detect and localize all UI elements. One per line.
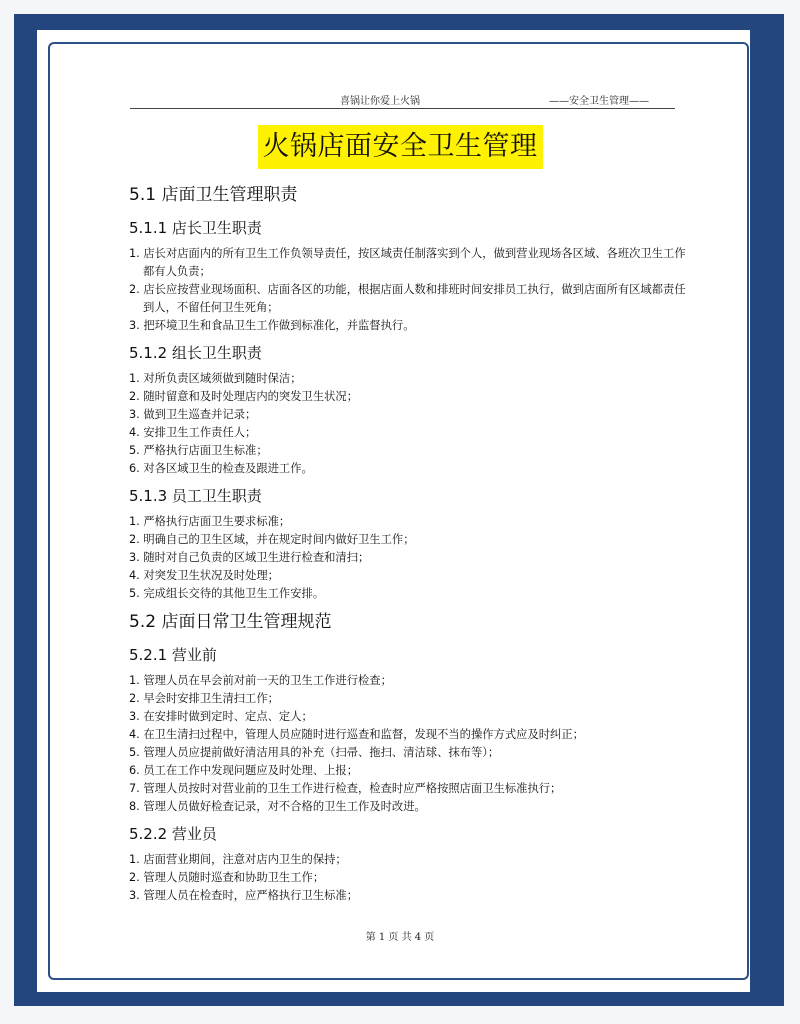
list-item: 1. 对所负责区域须做到随时保洁； (129, 372, 302, 385)
list-item: 3. 随时对自己负责的区域卫生进行检查和清扫； (129, 551, 370, 564)
list-item: 3. 把环境卫生和食品卫生工作做到标准化，并监督执行。 (129, 319, 415, 332)
list-item: 1. 严格执行店面卫生要求标准； (129, 515, 291, 528)
subsection-heading: 5.1.2 组长卫生职责 (129, 344, 262, 362)
subsection-heading: 5.1.3 员工卫生职责 (129, 487, 262, 505)
document-title: 火锅店面安全卫生管理 (258, 125, 543, 169)
list-item: 1. 店长对店面内的所有卫生工作负领导责任，按区域责任制落实到个人，做到营业现场各区域、各班次卫生工作都有人负责； (129, 247, 686, 278)
document-body (129, 182, 689, 911)
list-item: 2. 店长应按营业现场面积、店面各区的功能，根据店面人数和排班时间安排员工执行，做到店面所有区域都责任到人，不留任何卫生死角； (129, 283, 686, 314)
list-item: 6. 对各区域卫生的检查及跟进工作。 (129, 462, 313, 475)
page-header (130, 92, 675, 109)
page-footer: 第 1 页 共 4 页 (365, 932, 435, 943)
list-item: 5. 严格执行店面卫生标准； (129, 444, 268, 457)
subsection-heading: 5.2.2 营业员 (129, 825, 217, 843)
list-item: 3. 管理人员在检查时，应严格执行卫生标准； (129, 889, 359, 902)
list-item: 4. 安排卫生工作责任人； (129, 426, 257, 439)
header-left-text: 喜锅让你爱上火锅 (340, 96, 420, 107)
duty-list (129, 370, 689, 478)
list-item: 3. 做到卫生巡查并记录； (129, 408, 257, 421)
list-item: 2. 随时留意和及时处理店内的突发卫生状况； (129, 390, 359, 403)
header-right-text: ——安全卫生管理—— (549, 96, 649, 107)
list-item: 5. 完成组长交待的其他卫生工作安排。 (129, 587, 325, 600)
list-item: 3. 在安排时做到定时、定点、定人； (129, 710, 313, 723)
list-item: 1. 管理人员在早会前对前一天的卫生工作进行检查； (129, 674, 392, 687)
rule-list (129, 672, 689, 816)
duty-list (129, 513, 689, 603)
list-item: 1. 店面营业期间，注意对店内卫生的保持； (129, 853, 347, 866)
list-item: 4. 在卫生清扫过程中，管理人员应随时进行巡查和监督，发现不当的操作方式应及时纠正； (129, 728, 584, 741)
section-heading: 5.2 店面日常卫生管理规范 (129, 612, 332, 632)
list-item: 7. 管理人员按时对营业前的卫生工作进行检查，检查时应严格按照店面卫生标准执行； (129, 782, 562, 795)
list-item: 6. 员工在工作中发现问题应及时处理、上报； (129, 764, 359, 777)
title-wrap (0, 125, 800, 169)
rule-list (129, 851, 689, 905)
list-item: 2. 管理人员随时巡查和协助卫生工作； (129, 871, 325, 884)
list-item: 5. 管理人员应提前做好清洁用具的补充（扫帚、拖扫、清洁球、抹布等）； (129, 746, 500, 759)
subsection-heading: 5.2.1 营业前 (129, 646, 217, 664)
list-item: 8. 管理人员做好检查记录，对不合格的卫生工作及时改进。 (129, 800, 426, 813)
duty-list (129, 245, 689, 335)
list-item: 4. 对突发卫生状况及时处理； (129, 569, 279, 582)
list-item: 2. 早会时安排卫生清扫工作； (129, 692, 279, 705)
list-item: 2. 明确自己的卫生区域，并在规定时间内做好卫生工作； (129, 533, 415, 546)
section-heading: 5.1 店面卫生管理职责 (129, 185, 298, 205)
subsection-heading: 5.1.1 店长卫生职责 (129, 219, 262, 237)
